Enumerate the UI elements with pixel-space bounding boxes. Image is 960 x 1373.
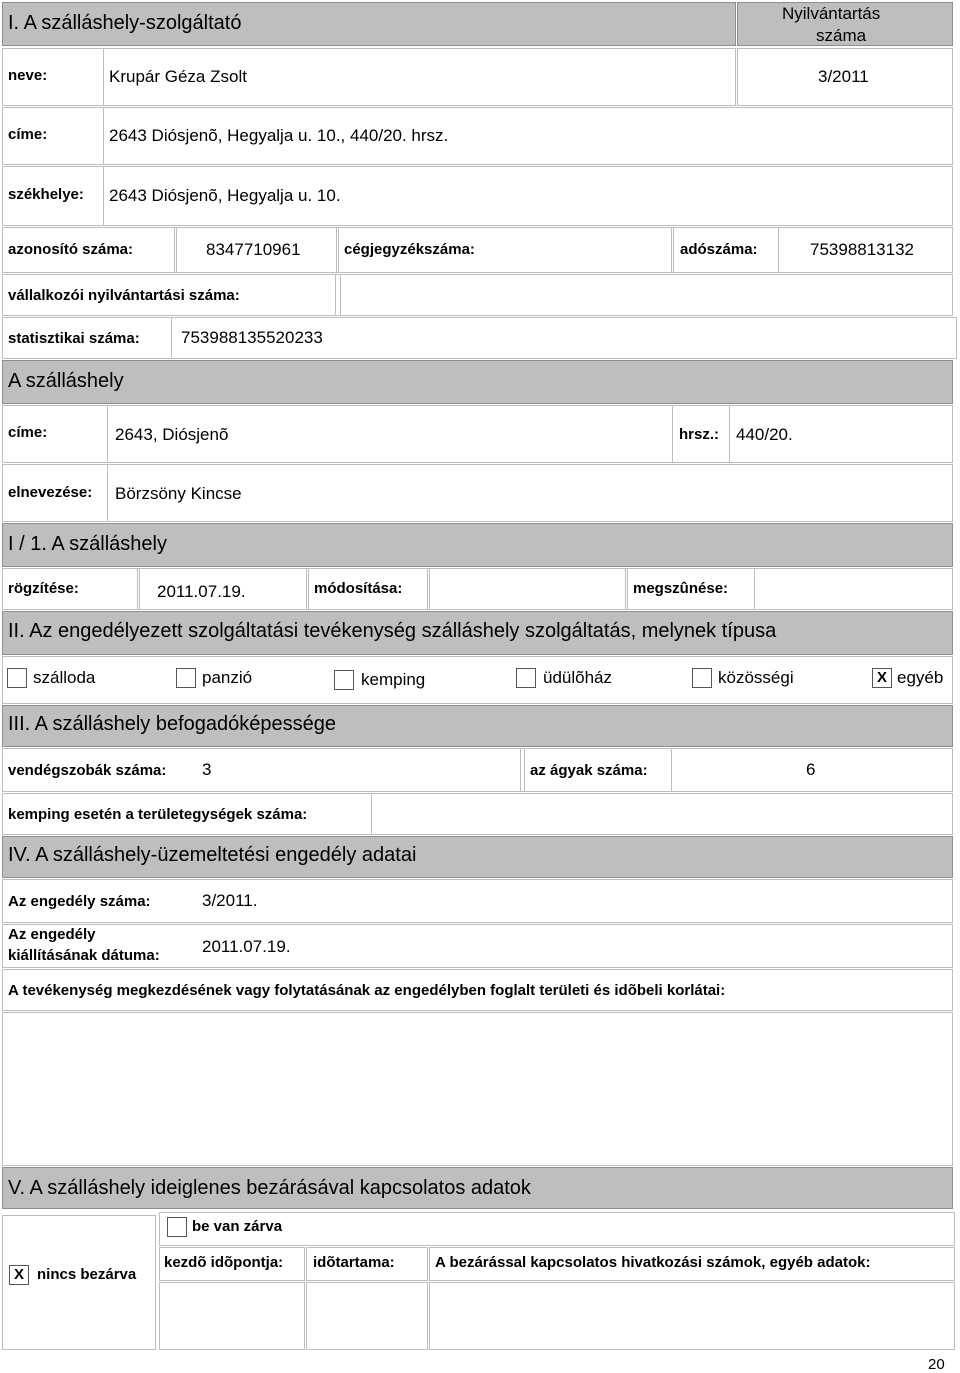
not-closed-checkbox[interactable]: X [9,1265,29,1285]
address-value: 2643 Diósjenõ, Hegyalja u. 10., 440/20. hrsz. [109,126,449,145]
closed-label: be van zárva [192,1218,283,1235]
permit-label: Az engedély száma: [8,893,151,910]
page-number: 20 [928,1356,945,1373]
section-ii-title: II. Az engedélyezett szolgáltatási tevékenység szálláshely szolgáltatás, melynek típusa [8,620,777,642]
reg-number-value: 3/2011 [818,67,869,86]
type-label-community: közösségi [718,668,794,687]
start-value-cell [159,1282,305,1350]
type-label-hotel: szálloda [33,668,96,687]
tax-label: adószáma: [680,241,758,258]
section-i1-title: I / 1. A szálláshely [8,533,167,555]
section-iii-title: III. A szálláshely befogadóképessége [8,713,337,735]
name-value: Krupár Géza Zsolt [109,67,247,86]
recorded-value: 2011.07.19. [157,582,246,601]
issue-label-2: kiállításának dátuma: [8,947,160,964]
seat-label: székhelye: [8,186,84,203]
rooms-value: 3 [202,760,212,779]
type-label-holiday-house: üdülõház [543,668,613,687]
beds-label: az ágyak száma: [530,762,648,779]
closed-checkbox[interactable] [167,1217,187,1237]
ended-label: megszûnése: [633,580,729,597]
type-checkbox-camping[interactable] [334,670,354,690]
type-label-guesthouse: panzió [202,668,253,687]
entrepreneur-value-cell [340,274,953,316]
section-v-title: V. A szálláshely ideiglenes bezárásával kapcsolatos adatok [8,1177,531,1199]
modified-value-cell [429,568,626,610]
reg-number-label-1: Nyilvántartás [782,4,881,23]
type-checkbox-guesthouse[interactable] [176,668,196,688]
refs-value-cell [429,1282,955,1350]
issue-value: 2011.07.19. [202,937,291,956]
start-label: kezdõ idõpontja: [164,1254,284,1271]
not-closed-label: nincs bezárva [37,1266,137,1283]
accommodation-header [2,360,953,404]
stat-value: 753988135520233 [181,328,323,347]
reg-number-label-2: száma [816,26,867,45]
acc-name-value: Börzsöny Kincse [115,484,242,503]
tax-value: 75398813132 [810,240,915,259]
acc-address-value: 2643, Diósjenõ [115,425,229,444]
refs-label: A bezárással kapcsolatos hivatkozási számok, egyéb adatok: [435,1254,871,1271]
camping-label: kemping esetén a területegységek száma: [8,806,308,823]
acc-address-label: címe: [8,424,48,441]
id-value: 8347710961 [206,240,301,259]
name-label: neve: [8,67,48,84]
hrsz-label: hrsz.: [679,426,720,443]
type-label-other: egyéb [897,668,944,687]
permit-value: 3/2011. [202,891,258,910]
stat-label: statisztikai száma: [8,330,140,347]
limits-value-area [2,1012,953,1166]
address-label: címe: [8,126,48,143]
section-i-title: I. A szálláshely-szolgáltató [8,12,242,34]
type-checkbox-community[interactable] [692,668,712,688]
accommodation-title: A szálláshely [8,370,124,392]
company-reg-label: cégjegyzékszáma: [344,241,475,258]
types-row [2,656,953,704]
section-iv-title: IV. A szálláshely-üzemeltetési engedély adatai [8,844,417,866]
beds-value: 6 [806,760,816,779]
entrepreneur-label: vállalkozói nyilvántartási száma: [8,287,240,304]
acc-name-label: elnevezése: [8,484,93,501]
limits-label: A tevékenység megkezdésének vagy folytatásának az engedélyben foglalt területi és idõbeli korlátai: [8,982,726,999]
issue-label-1: Az engedély [8,926,96,943]
rooms-label: vendégszobák száma: [8,762,167,779]
type-checkbox-holiday-house[interactable] [516,668,536,688]
duration-value-cell [306,1282,428,1350]
type-checkbox-hotel[interactable] [7,668,27,688]
modified-label: módosítása: [314,580,403,597]
hrsz-value: 440/20. [736,425,793,444]
id-label: azonosító száma: [8,241,134,258]
duration-label: idõtartama: [313,1254,395,1271]
recorded-label: rögzítése: [8,580,79,597]
type-label-camping: kemping [361,670,426,689]
seat-value: 2643 Diósjenõ, Hegyalja u. 10. [109,186,341,205]
type-checkbox-other[interactable]: X [872,668,892,688]
